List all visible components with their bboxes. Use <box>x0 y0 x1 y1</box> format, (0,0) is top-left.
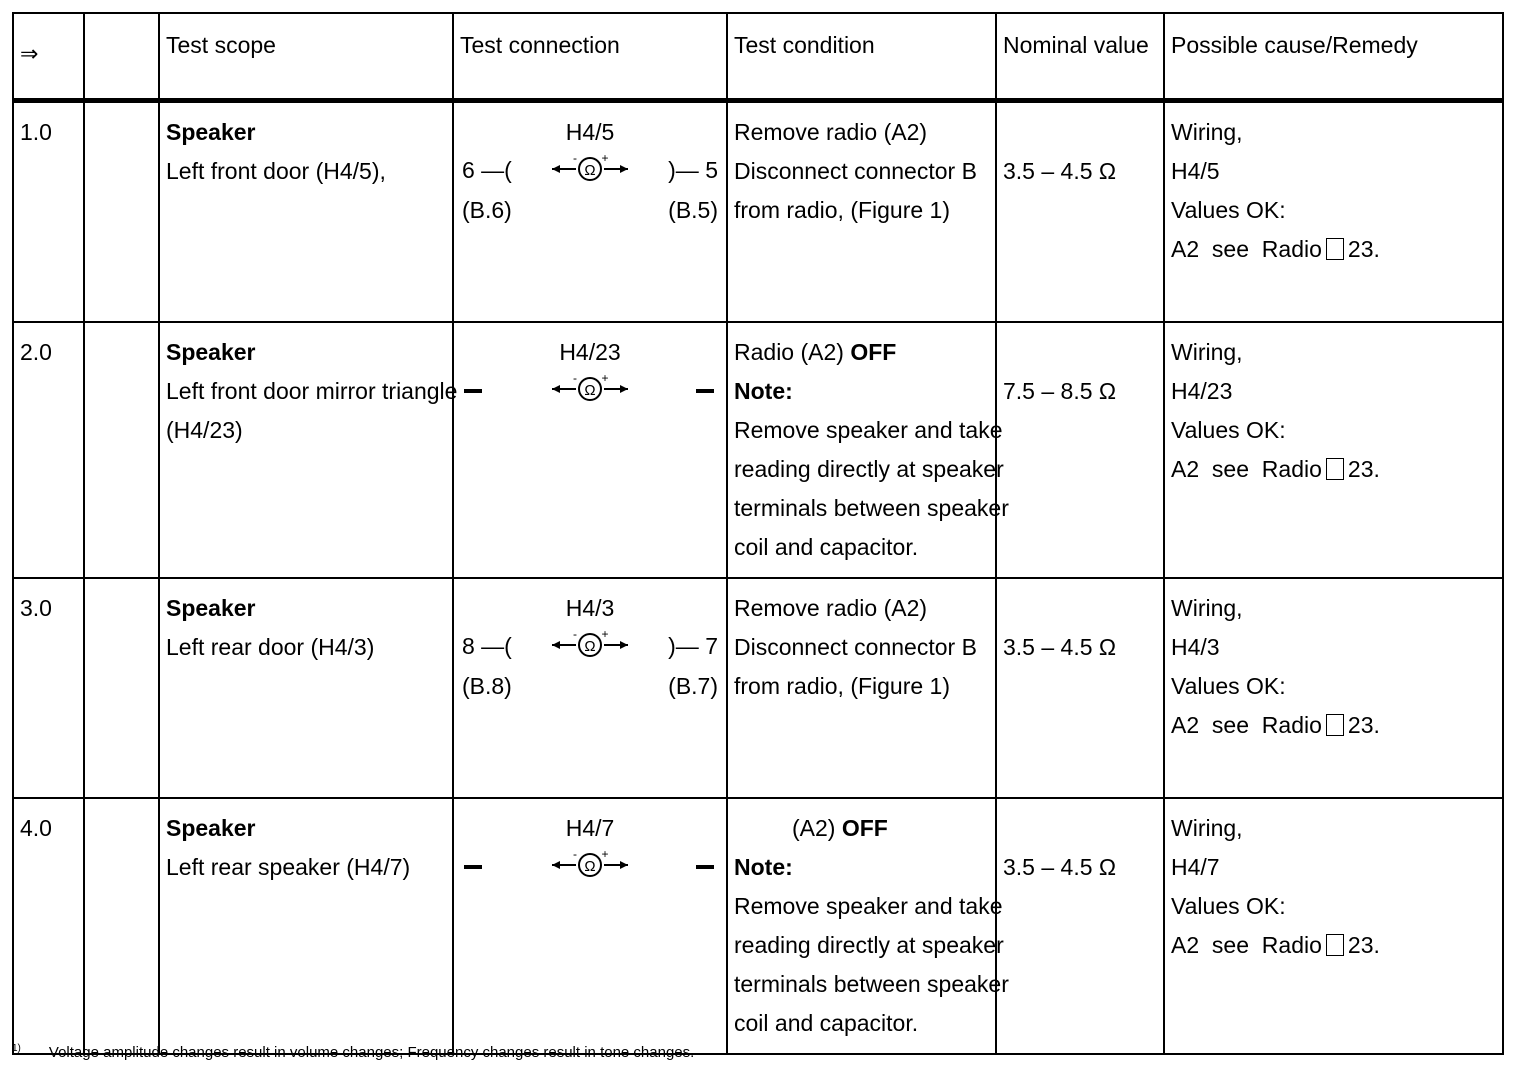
remedy-cell <box>1164 798 1503 1054</box>
test-connection-cell <box>453 101 727 323</box>
condition-line: Disconnect connector B <box>734 634 977 660</box>
svg-text:+: + <box>601 153 609 165</box>
condition-line: Remove radio (A2) <box>734 119 928 145</box>
header-test-scope: Test scope <box>159 13 453 101</box>
svg-text:Ω: Ω <box>584 858 596 875</box>
test-condition-cell <box>727 798 1009 1054</box>
condition-line: terminals between speaker <box>734 971 1009 997</box>
condition-line: reading directly at speaker <box>734 456 1004 482</box>
step-number: 4.0 <box>13 798 84 1054</box>
svg-text:-: - <box>573 373 577 385</box>
test-connection-cell <box>453 578 727 798</box>
remedy-line: Wiring, <box>1171 119 1243 145</box>
footnote-marker: 1) <box>12 1043 21 1054</box>
scope-line: Left front door mirror triangle <box>166 378 458 404</box>
svg-text:-: - <box>573 849 577 861</box>
header-test-connection: Test connection <box>453 13 727 101</box>
table-row <box>13 578 1503 798</box>
probe-right-icon <box>696 389 714 393</box>
connection-label: H4/23 <box>559 339 621 365</box>
svg-text:Ω: Ω <box>584 162 596 179</box>
scope-title: Speaker <box>166 815 256 841</box>
header-nominal-value: Nominal value <box>996 13 1164 101</box>
test-scope-cell <box>159 322 458 578</box>
ohmmeter-icon <box>550 849 630 881</box>
step-number: 1.0 <box>13 101 84 323</box>
probe-left-icon <box>464 865 482 869</box>
svg-text:-: - <box>573 629 577 641</box>
condition-line: Radio (A2) OFF <box>734 339 897 365</box>
scope-line: Left front door (H4/5), <box>166 158 386 184</box>
remedy-reference: A2 see Radio 23. <box>1171 712 1380 738</box>
connection-left-pin: 8 —( <box>462 633 512 659</box>
table-row <box>13 798 1503 1054</box>
svg-text:Ω: Ω <box>584 638 596 655</box>
svg-text:+: + <box>601 849 609 861</box>
svg-text:-: - <box>573 153 577 165</box>
scope-title: Speaker <box>166 339 256 365</box>
remedy-reference: A2 see Radio 23. <box>1171 456 1380 482</box>
blank-cell <box>84 578 159 798</box>
nominal-value-cell <box>996 578 1164 798</box>
connection-label: H4/5 <box>565 119 615 145</box>
remedy-cell <box>1164 578 1503 798</box>
svg-text:+: + <box>601 373 609 385</box>
nominal-value: 3.5 – 4.5 Ω <box>1003 854 1117 880</box>
scope-line: Left rear door (H4/3) <box>166 634 375 660</box>
condition-line: coil and capacitor. <box>734 534 919 560</box>
probe-left-icon <box>464 389 482 393</box>
scope-line: (H4/23) <box>166 417 243 443</box>
test-condition-cell <box>727 322 1009 578</box>
remedy-line: Values OK: <box>1171 893 1286 919</box>
connection-left-sub: (B.6) <box>462 197 512 223</box>
test-scope-cell <box>159 798 453 1054</box>
page-box-icon <box>1326 458 1344 480</box>
footnote <box>12 1043 694 1061</box>
svg-text:Ω: Ω <box>584 382 596 399</box>
page-box-icon <box>1326 934 1344 956</box>
remedy-line: Values OK: <box>1171 417 1286 443</box>
test-connection-cell <box>453 322 727 578</box>
nominal-value: 7.5 – 8.5 Ω <box>1003 378 1117 404</box>
connection-left-pin: 6 —( <box>462 157 512 183</box>
remedy-line: H4/3 <box>1171 634 1220 660</box>
remedy-line: H4/7 <box>1171 854 1220 880</box>
header-arrow: ⇒ <box>13 13 84 101</box>
connection-right-sub: (B.5) <box>668 197 718 223</box>
condition-note: Note: <box>734 854 793 880</box>
blank-cell <box>84 322 159 578</box>
table-row <box>13 101 1503 323</box>
remedy-line: Values OK: <box>1171 673 1286 699</box>
test-condition-cell <box>727 101 996 323</box>
page-box-icon <box>1326 238 1344 260</box>
connection-left-sub: (B.8) <box>462 673 512 699</box>
remedy-reference: A2 see Radio 23. <box>1171 236 1380 262</box>
test-condition-cell <box>727 578 996 798</box>
table-row <box>13 322 1503 578</box>
remedy-line: Wiring, <box>1171 595 1243 621</box>
remedy-line: H4/5 <box>1171 158 1220 184</box>
nominal-value-cell <box>996 322 1164 578</box>
step-number: 2.0 <box>13 322 84 578</box>
connection-label: H4/3 <box>565 595 615 621</box>
condition-line: Remove radio (A2) <box>734 595 928 621</box>
nominal-value-cell <box>996 798 1164 1054</box>
connection-right-pin: )— 7 <box>668 633 718 659</box>
header-blank <box>84 13 159 101</box>
blank-cell <box>84 101 159 323</box>
condition-line: coil and capacitor. <box>734 1010 919 1036</box>
page-box-icon <box>1326 714 1344 736</box>
ohmmeter-icon <box>550 373 630 405</box>
footnote-text: Voltage amplitude changes result in volume changes; Frequency changes result in tone changes. <box>48 1044 695 1061</box>
remedy-line: H4/23 <box>1171 378 1233 404</box>
remedy-line: Values OK: <box>1171 197 1286 223</box>
probe-right-icon <box>696 865 714 869</box>
test-table <box>12 12 1504 1055</box>
connection-right-pin: )— 5 <box>668 157 718 183</box>
header-row <box>13 13 1503 101</box>
condition-line: terminals between speaker <box>734 495 1009 521</box>
step-number: 3.0 <box>13 578 84 798</box>
test-scope-cell <box>159 578 453 798</box>
condition-line: from radio, (Figure 1) <box>734 197 951 223</box>
scope-title: Speaker <box>166 595 256 621</box>
remedy-cell <box>1164 322 1503 578</box>
remedy-line: Wiring, <box>1171 815 1243 841</box>
condition-line: Disconnect connector B <box>734 158 977 184</box>
nominal-value: 3.5 – 4.5 Ω <box>1003 158 1117 184</box>
svg-text:+: + <box>601 629 609 641</box>
nominal-value-cell <box>996 101 1164 323</box>
blank-cell <box>84 798 159 1054</box>
scope-line: Left rear speaker (H4/7) <box>166 854 411 880</box>
condition-line: reading directly at speaker <box>734 932 1004 958</box>
connection-label: H4/7 <box>565 815 615 841</box>
condition-line: Remove speaker and take <box>734 417 1003 443</box>
header-test-condition: Test condition <box>727 13 996 101</box>
ohmmeter-icon <box>550 629 630 661</box>
scope-title: Speaker <box>166 119 256 145</box>
condition-line: Remove speaker and take <box>734 893 1003 919</box>
header-possible-cause: Possible cause/Remedy <box>1164 13 1503 101</box>
remedy-line: Wiring, <box>1171 339 1243 365</box>
condition-note: Note: <box>734 378 793 404</box>
remedy-reference: A2 see Radio 23. <box>1171 932 1380 958</box>
condition-line: from radio, (Figure 1) <box>734 673 951 699</box>
ohmmeter-icon <box>550 153 630 185</box>
test-scope-cell <box>159 101 453 323</box>
connection-right-sub: (B.7) <box>668 673 718 699</box>
nominal-value: 3.5 – 4.5 Ω <box>1003 634 1117 660</box>
test-connection-cell <box>453 798 727 1054</box>
condition-line: (A2) OFF <box>792 815 888 841</box>
remedy-cell <box>1164 101 1503 323</box>
